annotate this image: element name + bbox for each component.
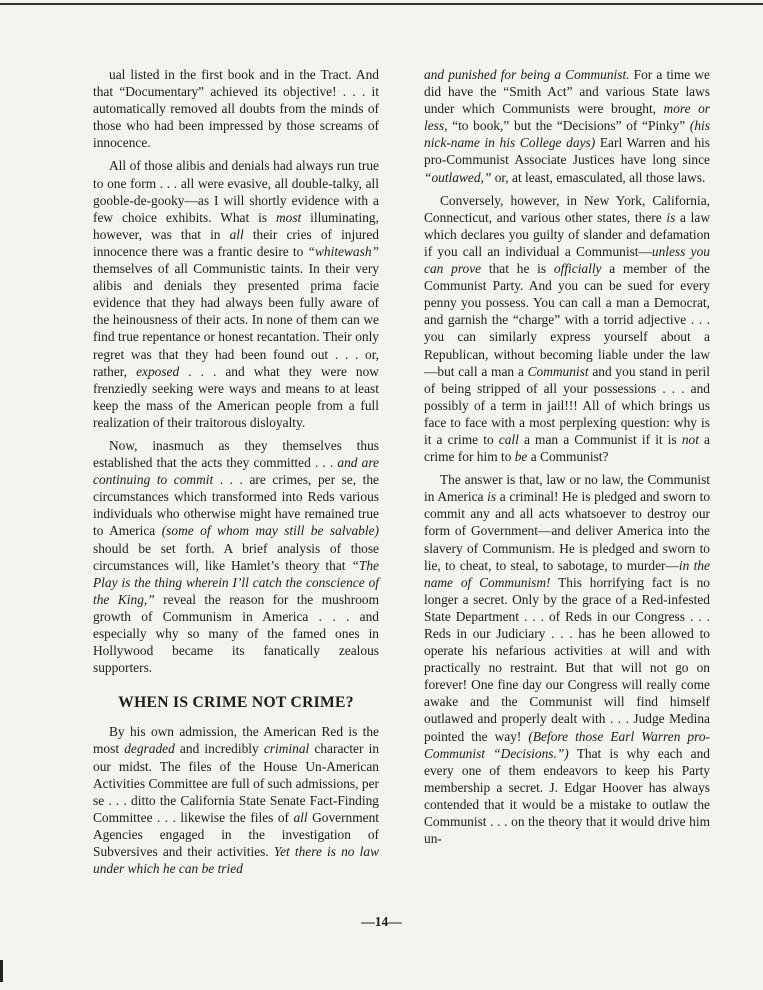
italic-text: degraded [124, 741, 175, 757]
italic-text: criminal [263, 741, 310, 757]
italic-text: “outlawed,” [424, 169, 492, 185]
text-run: illuminating, however, was that in [93, 209, 379, 242]
text-run: a member of the Communist Party. And you can be sued for every penny you possess. You can call a man a Democrat, and garnish the “charge” with a torrid adjective . . . you can similarly express yourself about a Republican, without becoming liable under the law—but call a man a [424, 261, 710, 379]
text-run: and you stand in peril of being stripped of all your possessions . . . and possibly of a term in jail!!! All of which brings us face to face with a most perplexing question: why is it a crime to [424, 363, 710, 447]
italic-text: and punished for being a Communist. [424, 67, 630, 82]
text-run: their cries of injured innocence there was a frantic desire to [93, 226, 379, 259]
italic-text: be [514, 449, 528, 465]
text-run: All of those alibis and denials had always run true to one form . . . all were evasive, all double-talky, all gooble-de-gooky—as I will shortly evidence with a few choice exhibits. What is [93, 158, 379, 225]
italic-text: (Before those Earl Warren pro-Communist “Decisions.”) [424, 728, 710, 761]
paragraph [93, 157, 379, 431]
text-run: reveal the reason for the mushroom growth of Communism in America . . . and especially why so many of the famed ones in Hollywood became its fanatically zealous supporters. [93, 591, 379, 676]
italic-text: “whitewash” [307, 243, 379, 259]
text-run: a law which declares you guilty of slander and defamation if you call an individual a Communist— [424, 209, 710, 259]
italic-text: Yet there is no law under which he can be tried [93, 844, 379, 877]
text-run: should be set forth. A brief analysis of those circumstances will, like Hamlet’s theory that [93, 540, 379, 573]
italic-text: all [229, 226, 244, 242]
text-run: character in our midst. The files of the House Un-American Activities Committee are full of such admissions, per se . . . ditto the California State Senate Fact-Finding Committee . . . likewise the files of [93, 741, 380, 825]
italic-text: and are continuing to commit [93, 455, 379, 488]
scan-edge-mark [0, 960, 3, 982]
text-run: Earl Warren and his pro-Communist Associate Justices have long since [424, 135, 710, 168]
italic-text: is [666, 209, 676, 225]
text-run: Conversely, however, in New York, California, Connecticut, and various other states, there [424, 192, 710, 225]
italic-text: officially [553, 261, 602, 277]
text-run: . . . and what they were now frenziedly seeking were ways and means to at least keep the mass of the American people from a full realization of their traitorous disloyalty. [93, 363, 379, 430]
italic-text: call [498, 431, 519, 447]
text-run: a man a Communist if it is [518, 431, 682, 447]
text-run: Now, inasmuch as they themselves thus established that the acts they committed . . . [93, 437, 379, 471]
right-column [424, 66, 710, 853]
text-run: The answer is that, law or no law, the Communist in America [424, 472, 710, 505]
italic-text: Communist [527, 363, 589, 379]
text-run: That is why each and every one of them endeavors to keep his Party membership a secret. J. Edgar Hoover has always contended that it would be a mistake to outlaw the Communist . . . on the theory that it would drive him un- [424, 745, 710, 847]
italic-text: in the name of Communism! [424, 557, 710, 590]
italic-text: exposed [136, 363, 180, 379]
top-scan-rule [0, 3, 763, 5]
italic-text: (his nick-name in his College days) [424, 118, 710, 151]
italic-text: most [275, 209, 302, 225]
left-paragraphs [93, 66, 379, 676]
paragraph [93, 66, 379, 151]
paragraph [93, 723, 379, 877]
italic-text: is [487, 489, 497, 505]
text-run: themselves of all Communistic taints. In their very alibis and denials they presented prima facie evidence that they had always been fully aware of the heinousness of their acts. In none of them can we find true repentance or honest recantation. Their only regret was that they had been found out . . . or, rather, [93, 261, 379, 379]
italic-text: “The Play is the thing wherein I’ll catch the conscience of the King,” [93, 557, 379, 607]
text-run: that he is [481, 261, 554, 277]
italic-text: not [681, 431, 699, 447]
paragraph [424, 66, 710, 186]
text-run: ual listed in the first book and in the Tract. And that “Documentary” achieved its objective! . . . it automatically removed all doubts from the minds of those who had been impressed by those screams of innocence. [93, 67, 379, 151]
italic-text: all [293, 809, 308, 825]
paragraph [424, 192, 710, 466]
paragraph [93, 437, 379, 676]
paragraph [424, 471, 710, 847]
text-run: or, at least, emasculated, all those laws. [491, 169, 706, 185]
text-run: “to book,” but the “Decisions” of “Pinky” [447, 118, 690, 134]
text-run: By his own admission, the American Red is the most [93, 724, 379, 757]
left-column [93, 66, 379, 883]
text-run: a criminal! He is pledged and sworn to commit any and all acts whatsoever to destroy our form of Government—and deliver America into the slavery of Communism. He is pledged and sworn to lie, to cheat, to steal, to sabotage, to murder— [424, 489, 711, 573]
text-run: a crime for him to [424, 431, 710, 465]
text-run: This horrifying fact is no longer a secret. Only by the grace of a Red-infested State Department . . . of Reds in our Congress . . . Reds in our Judiciary . . . has he been allowed to operate his nefarious activities at will and with practically no restraint. But that will not go on forever! One fine day our Congress will really come awake and the Communist will find himself outlawed and properly dealt with . . . Judge Medina pointed the way! [424, 574, 710, 744]
page-number: —14— [361, 914, 402, 929]
text-run: a Communist? [527, 449, 609, 465]
left-after-heading [93, 723, 379, 877]
right-paragraphs [424, 66, 710, 847]
text-run: For a time we did have the “Smith Act” and various State laws under which Communists were brought, [424, 67, 710, 117]
italic-text: more or less, [424, 101, 710, 134]
italic-text: (some of whom may still be salvable) [161, 523, 379, 539]
section-heading: WHEN IS CRIME NOT CRIME? [118, 694, 354, 712]
text-run: Government Agencies engaged in the investigation of Subversives and their activities. [93, 809, 380, 860]
text-run: . . . are crimes, per se, the circumstances which transformed into Reds various individuals who otherwise might have remained true to America [93, 472, 380, 539]
text-run: and incredibly [174, 741, 264, 757]
italic-text: unless you can prove [424, 243, 710, 277]
